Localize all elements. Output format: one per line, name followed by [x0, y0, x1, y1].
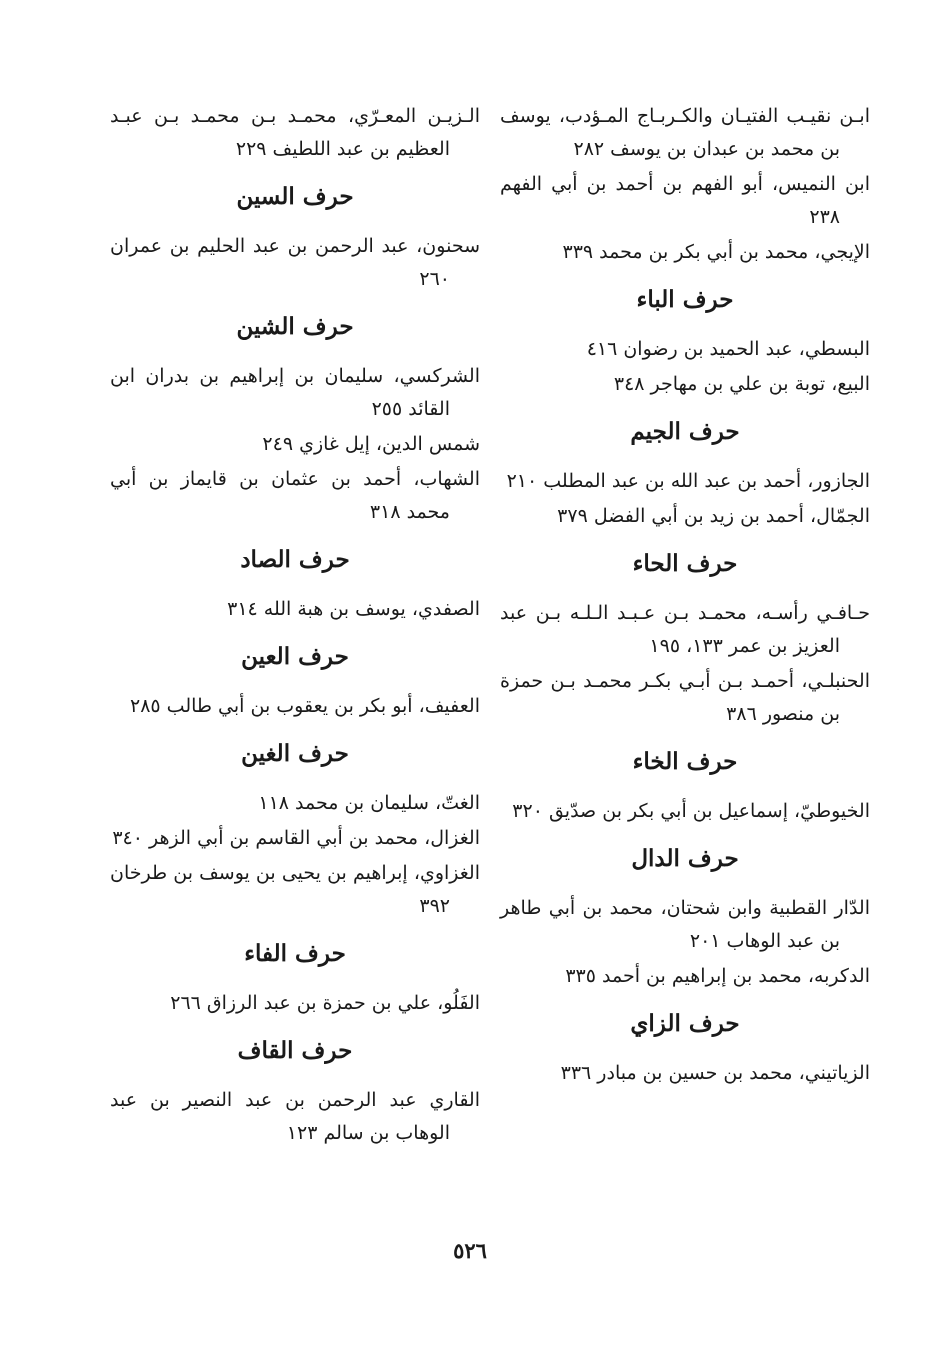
index-entry: البسطي، عبد الحميد بن رضوان ٤١٦ — [586, 338, 870, 360]
letter-heading: حرف الشين — [236, 313, 354, 340]
index-entry: الصفدي، يوسف بن هبة الله ٣١٤ — [227, 598, 480, 620]
letter-heading: حرف الحاء — [632, 550, 738, 577]
letter-heading: حرف الجيم — [630, 418, 740, 445]
index-entry: الحنبلـي، أحمـد بـن أبـي بكـر محمـد بـن حمزة بن منصور ٣٨٦ — [500, 670, 870, 725]
index-entry: ابـن نقيـب الفتيـان والكـربـاج المـؤدب، يوسف بن محمد بن عبدان بن يوسف ٢٨٢ — [500, 105, 870, 160]
index-entry: الجمّال، أحمد بن زيد بن أبي الفضل ٣٧٩ — [557, 505, 870, 527]
letter-heading: حرف الزاي — [630, 1010, 740, 1037]
index-entry: الإيجي، محمد بن أبي بكر بن محمد ٣٣٩ — [562, 241, 870, 263]
index-entry: سحنون، عبد الرحمن بن عبد الحليم بن عمران ٢٦٠ — [110, 235, 480, 290]
letter-heading: حرف الغين — [241, 740, 349, 767]
index-entry: الشهاب، أحمد بن عثمان بن قايماز بن أبي محمد ٣١٨ — [110, 468, 480, 523]
letter-heading: حرف القاف — [237, 1037, 353, 1064]
letter-heading: حرف الخاء — [632, 748, 738, 775]
index-column-right — [500, 100, 870, 1092]
index-entry: الفَلُو، علي بن حمزة بن عبد الرزاق ٢٦٦ — [170, 992, 480, 1014]
index-entry: شمس الدين، إيل غازي ٢٤٩ — [262, 433, 480, 455]
index-entry: الغزال، محمد بن أبي القاسم بن أبي الزهر ٣٤٠ — [112, 827, 480, 849]
index-entry: العفيف، أبو بكر بن يعقوب بن أبي طالب ٢٨٥ — [130, 695, 480, 717]
index-entry: الشركسي، سليمان بن إبراهيم بن بدران ابن القائد ٢٥٥ — [110, 365, 480, 420]
index-entry: الدكربه، محمد بن إبراهيم بن أحمد ٣٣٥ — [565, 965, 870, 987]
index-entry: الدّار القطبية وابن شحتان، محمد بن أبي طاهر بن عبد الوهاب ٢٠١ — [500, 897, 870, 952]
letter-heading: حرف الباء — [636, 286, 734, 313]
index-entry: الغزاوي، إبراهيم بن يحيى بن يوسف بن طرخان ٣٩٢ — [110, 862, 480, 917]
letter-heading: حرف الدال — [631, 845, 739, 872]
letter-heading: حرف العين — [241, 643, 349, 670]
index-entry: البيع، توبة بن علي بن مهاجر ٣٤٨ — [613, 373, 870, 395]
index-entry: الزياتيني، محمد بن حسين بن مبادر ٣٣٦ — [560, 1062, 870, 1084]
index-entry: الجازور، أحمد بن عبد الله بن عبد المطلب ٢١٠ — [506, 470, 870, 492]
index-entry: حـافـي رأسـه، محمـد بـن عـبـد الـلـه بـن عبد العزيز بن عمر ١٣٣، ١٩٥ — [500, 602, 870, 657]
index-column-left — [110, 100, 480, 1152]
index-entry: الغتّ، سليمان بن محمد ١١٨ — [258, 792, 480, 814]
index-entry: القاري عبد الرحمن بن عبد النصير بن عبد الوهاب بن سالم ١٢٣ — [110, 1089, 480, 1144]
index-entry: الخيوطيّ، إسماعيل بن أبي بكر بن صدّيق ٣٢٠ — [512, 800, 870, 822]
index-entry: ابن النميس، أبو الفهم بن أحمد بن أبي الفهم ٢٣٨ — [500, 173, 870, 228]
letter-heading: حرف الفاء — [244, 940, 346, 967]
letter-heading: حرف الصاد — [240, 546, 350, 573]
letter-heading: حرف السين — [236, 183, 354, 210]
page-number: ٥٢٦ — [453, 1238, 487, 1263]
index-entry: الـزيـن المعـرّي، محمـد بـن محمـد بـن عبـد العظيم بن عبد اللطيف ٢٢٩ — [110, 105, 480, 160]
